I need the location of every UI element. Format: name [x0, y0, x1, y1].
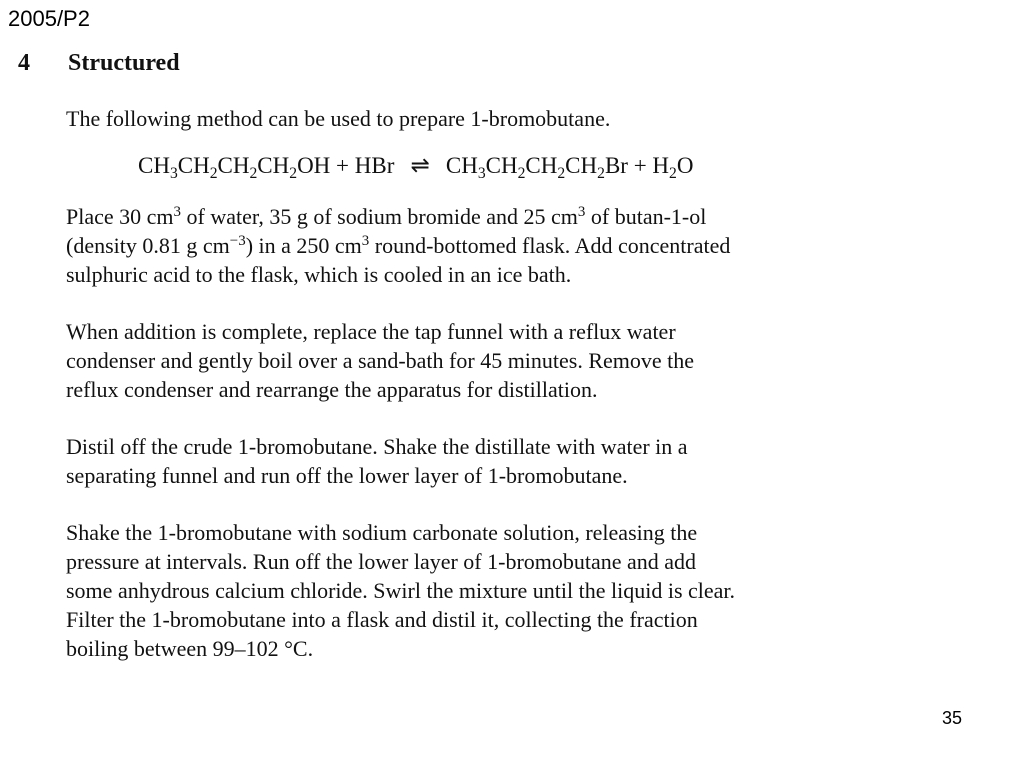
paragraph-line: some anhydrous calcium chloride. Swirl the mixture until the liquid is clear.	[66, 578, 736, 603]
paragraph-line: condenser and gently boil over a sand-bath for 45 minutes. Remove the	[66, 348, 695, 373]
paragraph-purify	[66, 518, 986, 663]
question-title: Structured	[68, 50, 180, 76]
page-number: 35	[941, 708, 962, 728]
paragraph-reflux	[66, 317, 986, 404]
paragraph-line: Shake the 1-bromobutane with sodium carbonate solution, releasing the	[66, 520, 698, 545]
paragraph-distil	[66, 432, 986, 490]
paragraph-reagents	[66, 202, 986, 289]
paragraph-line: separating funnel and run off the lower layer of 1-bromobutane.	[66, 463, 628, 488]
equation-right: $CH_3CH_2CH_2CH_2Br + H_2O$	[445, 153, 694, 182]
paragraph-line: Filter the 1-bromobutane into a flask and distil it, collecting the fraction	[66, 607, 698, 632]
paragraph-line: boiling between 99–102 °C.	[66, 636, 314, 661]
paragraph-line: Distil off the crude 1-bromobutane. Shake the distillate with water in a	[66, 434, 688, 459]
question-number: 4	[18, 50, 30, 76]
paragraph-line: (density 0.81 g $cm^{-3}$) in a 250 $cm^3$ round-bottomed flask. Add concentrated	[66, 232, 731, 258]
paragraph-line: pressure at intervals. Run off the lower layer of 1-bromobutane and add	[66, 549, 697, 574]
paragraph-line: When addition is complete, replace the tap funnel with a reflux water	[66, 319, 676, 344]
paragraph-line: sulphuric acid to the flask, which is cooled in an ice bath.	[66, 262, 572, 287]
equation-left: $CH_3CH_2CH_2CH_2OH$ + HBr	[138, 153, 395, 182]
exam-tag: 2005/P2	[8, 6, 90, 31]
reaction-equation	[138, 151, 986, 180]
paragraph-line: reflux condenser and rearrange the apparatus for distillation.	[66, 377, 598, 402]
intro-text: The following method can be used to prepare 1-bromobutane.	[66, 106, 611, 131]
question-body	[66, 104, 986, 691]
question-heading	[18, 50, 180, 77]
paragraph-line: Place 30 $cm^3$ of water, 35 g of sodium bromide and 25 $cm^3$ of butan-1-ol	[66, 203, 707, 229]
equilibrium-arrow-icon: ⇌	[410, 153, 430, 178]
